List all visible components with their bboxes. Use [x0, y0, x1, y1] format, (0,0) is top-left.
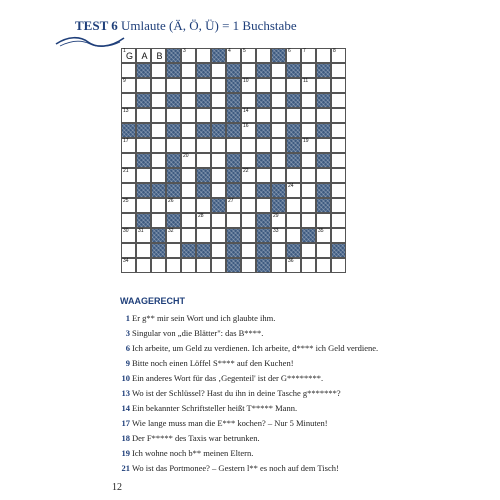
cell-number: 34 [123, 258, 129, 264]
grid-cell[interactable] [226, 213, 241, 228]
grid-cell[interactable] [196, 228, 211, 243]
grid-cell[interactable] [166, 138, 181, 153]
clue-number: 3 [125, 328, 130, 338]
grid-cell-black [256, 63, 271, 78]
grid-cell-black [196, 183, 211, 198]
cell-number: 1 [123, 48, 126, 54]
grid-cell[interactable] [316, 213, 331, 228]
grid-cell[interactable] [196, 258, 211, 273]
cell-number: 22 [243, 168, 249, 174]
grid-cell[interactable] [181, 108, 196, 123]
grid-cell[interactable] [286, 228, 301, 243]
grid-cell[interactable] [166, 78, 181, 93]
grid-cell[interactable] [241, 78, 256, 93]
grid-cell[interactable] [196, 213, 211, 228]
grid-cell-black [166, 153, 181, 168]
grid-cell[interactable] [136, 243, 151, 258]
grid-cell[interactable] [301, 63, 316, 78]
grid-cell-black [151, 183, 166, 198]
grid-cell[interactable] [241, 153, 256, 168]
grid-cell[interactable] [211, 153, 226, 168]
grid-cell[interactable] [181, 78, 196, 93]
grid-cell[interactable] [316, 138, 331, 153]
grid-cell[interactable] [241, 213, 256, 228]
clue-text: Ich wohne noch b** meinen Eltern. [132, 448, 254, 458]
grid-cell[interactable] [301, 243, 316, 258]
grid-cell[interactable] [121, 78, 136, 93]
grid-cell[interactable] [271, 138, 286, 153]
cell-number: 20 [183, 153, 189, 159]
cell-number: 3 [183, 48, 186, 54]
grid-cell[interactable] [136, 48, 151, 63]
grid-cell[interactable] [211, 228, 226, 243]
test-label: TEST 6 [75, 18, 118, 33]
grid-cell[interactable] [241, 168, 256, 183]
clue-item [120, 448, 420, 459]
grid-cell-black [196, 243, 211, 258]
grid-cell-black [256, 183, 271, 198]
grid-cell-black [316, 63, 331, 78]
clue-text: Er g** mir sein Wort und ich glaubte ihm. [132, 313, 276, 323]
grid-cell[interactable] [166, 108, 181, 123]
grid-cell[interactable] [181, 138, 196, 153]
grid-cell[interactable] [136, 198, 151, 213]
grid-cell[interactable] [316, 48, 331, 63]
grid-cell[interactable] [151, 153, 166, 168]
grid-cell[interactable] [301, 183, 316, 198]
grid-cell-black [226, 123, 241, 138]
grid-cell[interactable] [121, 108, 136, 123]
grid-cell[interactable] [151, 168, 166, 183]
grid-cell[interactable] [181, 168, 196, 183]
grid-cell[interactable] [271, 213, 286, 228]
grid-cell[interactable] [226, 138, 241, 153]
clue-list [120, 313, 420, 478]
grid-cell-black [181, 243, 196, 258]
grid-cell[interactable] [241, 228, 256, 243]
grid-cell[interactable] [301, 93, 316, 108]
grid-cell[interactable] [151, 108, 166, 123]
grid-cell-black [136, 123, 151, 138]
grid-cell[interactable] [196, 48, 211, 63]
cell-number: 8 [333, 48, 336, 54]
grid-cell[interactable] [211, 138, 226, 153]
grid-cell-black [316, 123, 331, 138]
cell-number: 21 [123, 168, 129, 174]
grid-cell-black [256, 243, 271, 258]
grid-cell[interactable] [301, 198, 316, 213]
grid-cell[interactable] [211, 258, 226, 273]
grid-cell[interactable] [331, 138, 346, 153]
grid-cell-black [286, 243, 301, 258]
grid-cell[interactable] [301, 213, 316, 228]
grid-cell[interactable] [166, 243, 181, 258]
clue-item [120, 343, 420, 354]
grid-cell[interactable] [226, 48, 241, 63]
grid-cell[interactable] [286, 183, 301, 198]
grid-cell-black [226, 258, 241, 273]
clue-item [120, 388, 420, 399]
test-title: Umlaute (Ä, Ö, Ü) = 1 Buchstabe [121, 18, 297, 33]
grid-cell-black [211, 198, 226, 213]
grid-cell[interactable] [181, 63, 196, 78]
grid-cell[interactable] [331, 213, 346, 228]
grid-cell[interactable] [241, 48, 256, 63]
grid-cell[interactable] [181, 198, 196, 213]
grid-cell[interactable] [211, 63, 226, 78]
cell-number: 27 [228, 198, 234, 204]
grid-cell-black [226, 108, 241, 123]
grid-cell-black [166, 48, 181, 63]
grid-cell-black [211, 48, 226, 63]
cell-number: 17 [123, 138, 129, 144]
grid-cell[interactable] [271, 228, 286, 243]
grid-cell-black [331, 243, 346, 258]
grid-cell[interactable] [166, 228, 181, 243]
grid-cell-black [196, 93, 211, 108]
cell-number: 7 [303, 48, 306, 54]
grid-cell[interactable] [271, 63, 286, 78]
cell-number: 24 [288, 183, 294, 189]
grid-cell-black [166, 183, 181, 198]
grid-cell[interactable] [181, 93, 196, 108]
grid-cell[interactable] [136, 138, 151, 153]
grid-cell[interactable] [271, 243, 286, 258]
grid-cell[interactable] [181, 228, 196, 243]
grid-cell[interactable] [166, 198, 181, 213]
clue-text: Ein anderes Wort für das ‚Gegenteil' ist der G********. [132, 373, 324, 383]
clue-text: Wo ist der Schlüssel? Hast du ihn in deine Tasche g*******? [132, 388, 341, 398]
grid-cell[interactable] [151, 78, 166, 93]
clue-number: 17 [121, 418, 130, 428]
grid-cell[interactable] [151, 123, 166, 138]
cell-number: 16 [243, 123, 249, 129]
grid-cell[interactable] [121, 258, 136, 273]
clue-number: 10 [121, 373, 130, 383]
grid-cell[interactable] [151, 213, 166, 228]
cell-number: 5 [243, 48, 246, 54]
clue-item [120, 328, 420, 339]
cell-number: 33 [273, 228, 279, 234]
cell-letter: A [141, 51, 148, 61]
cell-number: 10 [243, 78, 249, 84]
grid-cell-black [301, 228, 316, 243]
grid-cell[interactable] [301, 78, 316, 93]
clue-number: 6 [125, 343, 130, 353]
grid-cell[interactable] [301, 123, 316, 138]
grid-cell-black [226, 168, 241, 183]
grid-cell[interactable] [241, 258, 256, 273]
grid-cell[interactable] [211, 243, 226, 258]
grid-cell-black [226, 93, 241, 108]
grid-cell[interactable] [256, 78, 271, 93]
grid-cell[interactable] [331, 63, 346, 78]
grid-cell[interactable] [286, 78, 301, 93]
grid-cell-black [256, 123, 271, 138]
grid-cell[interactable] [166, 258, 181, 273]
grid-cell[interactable] [226, 198, 241, 213]
grid-cell[interactable] [256, 108, 271, 123]
cell-letter: B [156, 51, 163, 61]
clue-text: Wo ist das Portmonee? – Gestern l** es noch auf dem Tisch! [132, 463, 339, 473]
grid-cell[interactable] [241, 63, 256, 78]
grid-cell-black [256, 228, 271, 243]
grid-cell[interactable] [211, 78, 226, 93]
clue-text: Singular von „die Blätter": das B****. [132, 328, 264, 338]
grid-cell[interactable] [286, 198, 301, 213]
grid-cell[interactable] [286, 258, 301, 273]
clue-item [120, 463, 420, 474]
grid-cell[interactable] [211, 93, 226, 108]
clue-text: Ich arbeite, um Geld zu verdienen. Ich arbeite, d**** ich Geld verdiene. [132, 343, 379, 353]
grid-cell[interactable] [241, 198, 256, 213]
grid-cell-black [136, 93, 151, 108]
cell-number: 28 [198, 213, 204, 219]
grid-cell-black [256, 258, 271, 273]
clue-item [120, 433, 420, 444]
grid-cell[interactable] [121, 198, 136, 213]
grid-cell[interactable] [286, 213, 301, 228]
grid-cell[interactable] [331, 78, 346, 93]
grid-cell[interactable] [316, 243, 331, 258]
grid-cell[interactable] [271, 258, 286, 273]
grid-cell[interactable] [151, 63, 166, 78]
clue-item [120, 418, 420, 429]
grid-cell[interactable] [301, 168, 316, 183]
cell-number: 30 [123, 228, 129, 234]
grid-cell[interactable] [331, 93, 346, 108]
grid-cell-black [166, 93, 181, 108]
grid-cell-black [316, 198, 331, 213]
grid-cell-black [226, 243, 241, 258]
grid-cell[interactable] [121, 93, 136, 108]
grid-cell[interactable] [196, 108, 211, 123]
grid-cell-black [166, 63, 181, 78]
grid-cell[interactable] [301, 258, 316, 273]
grid-cell-black [211, 123, 226, 138]
grid-cell[interactable] [256, 168, 271, 183]
clue-text: Ein bekannter Schriftsteller heißt T***** Mann. [132, 403, 298, 413]
grid-cell-black [226, 63, 241, 78]
grid-cell[interactable] [331, 198, 346, 213]
cell-number: 31 [138, 228, 144, 234]
grid-cell[interactable] [271, 93, 286, 108]
cell-number: 35 [318, 228, 324, 234]
grid-cell[interactable] [286, 168, 301, 183]
grid-cell-black [136, 63, 151, 78]
grid-cell[interactable] [331, 228, 346, 243]
clue-number: 9 [125, 358, 130, 368]
grid-cell[interactable] [181, 183, 196, 198]
clue-item [120, 313, 420, 324]
grid-cell[interactable] [316, 78, 331, 93]
cell-number: 4 [228, 48, 231, 54]
grid-cell[interactable] [331, 168, 346, 183]
grid-cell[interactable] [271, 108, 286, 123]
clue-number: 1 [125, 313, 130, 323]
grid-cell[interactable] [211, 183, 226, 198]
grid-cell-black [316, 153, 331, 168]
grid-cell-black [286, 123, 301, 138]
grid-cell[interactable] [241, 108, 256, 123]
clue-number: 14 [121, 403, 130, 413]
grid-cell[interactable] [331, 108, 346, 123]
cell-number: 29 [273, 213, 279, 219]
grid-cell[interactable] [241, 93, 256, 108]
grid-cell[interactable] [136, 228, 151, 243]
grid-cell[interactable] [181, 153, 196, 168]
clue-item [120, 403, 420, 414]
grid-cell[interactable] [196, 198, 211, 213]
grid-cell[interactable] [121, 243, 136, 258]
grid-cell-black [226, 78, 241, 93]
grid-cell-black [136, 153, 151, 168]
grid-cell[interactable] [286, 108, 301, 123]
grid-cell[interactable] [301, 48, 316, 63]
grid-cell-black [166, 168, 181, 183]
grid-cell[interactable] [136, 108, 151, 123]
grid-cell[interactable] [316, 258, 331, 273]
grid-cell[interactable] [271, 168, 286, 183]
clue-number: 19 [121, 448, 130, 458]
grid-cell[interactable] [121, 153, 136, 168]
grid-cell[interactable] [121, 48, 136, 63]
grid-cell-black [256, 153, 271, 168]
clue-text: Bitte noch einen Löffel S**** auf den Kuchen! [132, 358, 294, 368]
grid-cell[interactable] [241, 243, 256, 258]
grid-cell[interactable] [121, 63, 136, 78]
grid-cell[interactable] [301, 153, 316, 168]
cell-letter: G [125, 51, 133, 61]
cell-number: 36 [288, 258, 294, 264]
grid-cell[interactable] [196, 138, 211, 153]
grid-cell[interactable] [316, 228, 331, 243]
grid-cell[interactable] [151, 138, 166, 153]
page-header [75, 18, 297, 34]
grid-cell[interactable] [316, 108, 331, 123]
grid-cell[interactable] [331, 123, 346, 138]
grid-cell-black [166, 123, 181, 138]
grid-cell[interactable] [196, 78, 211, 93]
cell-number: 13 [123, 108, 129, 114]
cell-number: 32 [168, 228, 174, 234]
page-number: 12 [112, 482, 122, 493]
grid-cell[interactable] [181, 213, 196, 228]
grid-cell-black [286, 63, 301, 78]
grid-cell[interactable] [151, 48, 166, 63]
grid-cell-black [166, 213, 181, 228]
grid-cell-black [316, 183, 331, 198]
clue-number: 18 [121, 433, 130, 443]
clue-number: 13 [121, 388, 130, 398]
grid-cell[interactable] [331, 48, 346, 63]
grid-cell[interactable] [301, 108, 316, 123]
grid-cell[interactable] [316, 168, 331, 183]
clue-item [120, 373, 420, 384]
grid-cell[interactable] [136, 168, 151, 183]
grid-cell[interactable] [121, 228, 136, 243]
grid-cell[interactable] [181, 258, 196, 273]
grid-cell-black [286, 153, 301, 168]
cell-number: 9 [123, 78, 126, 84]
grid-cell[interactable] [151, 198, 166, 213]
grid-cell[interactable] [181, 48, 196, 63]
grid-cell-black [316, 93, 331, 108]
grid-cell[interactable] [271, 78, 286, 93]
clue-text: Wie lange muss man die E*** kochen? – Nur 5 Minuten! [132, 418, 328, 428]
grid-cell-black [286, 93, 301, 108]
grid-cell-black [226, 153, 241, 168]
grid-cell[interactable] [241, 138, 256, 153]
cell-number: 19 [303, 138, 309, 144]
grid-cell-black [151, 243, 166, 258]
grid-cell-black [196, 168, 211, 183]
grid-cell[interactable] [256, 48, 271, 63]
grid-cell-black [226, 228, 241, 243]
grid-cell-black [271, 198, 286, 213]
grid-cell-black [136, 213, 151, 228]
grid-cell-black [256, 93, 271, 108]
grid-cell[interactable] [121, 213, 136, 228]
grid-cell[interactable] [241, 123, 256, 138]
grid-cell-black [151, 228, 166, 243]
cell-number: 26 [168, 198, 174, 204]
grid-cell[interactable] [241, 183, 256, 198]
cell-number: 11 [303, 78, 309, 84]
clue-number: 21 [121, 463, 130, 473]
grid-cell[interactable] [136, 258, 151, 273]
grid-cell-black [271, 183, 286, 198]
cell-number: 14 [243, 108, 249, 114]
grid-cell[interactable] [271, 153, 286, 168]
grid-cell[interactable] [136, 78, 151, 93]
grid-cell[interactable] [121, 138, 136, 153]
grid-cell[interactable] [256, 198, 271, 213]
grid-cell-black [271, 48, 286, 63]
cell-number: 25 [123, 198, 129, 204]
grid-cell-black [196, 123, 211, 138]
grid-cell-black [226, 183, 241, 198]
grid-cell[interactable] [121, 183, 136, 198]
grid-cell[interactable] [121, 168, 136, 183]
grid-cell[interactable] [286, 48, 301, 63]
grid-cell[interactable] [211, 213, 226, 228]
clue-text: Der F***** des Taxis war betrunken. [132, 433, 260, 443]
grid-cell-black [121, 123, 136, 138]
grid-cell[interactable] [331, 183, 346, 198]
grid-cell[interactable] [256, 138, 271, 153]
clue-item [120, 358, 420, 369]
grid-cell-black [256, 213, 271, 228]
grid-cell[interactable] [301, 138, 316, 153]
grid-cell[interactable] [151, 258, 166, 273]
clues-heading: WAAGERECHT [120, 296, 185, 306]
cell-number: 6 [288, 48, 291, 54]
grid-cell[interactable] [331, 258, 346, 273]
grid-cell-black [286, 138, 301, 153]
grid-cell[interactable] [211, 168, 226, 183]
grid-cell-black [136, 183, 151, 198]
grid-cell[interactable] [271, 123, 286, 138]
grid-cell-black [196, 63, 211, 78]
grid-cell[interactable] [181, 123, 196, 138]
grid-cell[interactable] [151, 93, 166, 108]
grid-cell[interactable] [331, 153, 346, 168]
swirl-decoration-icon [54, 34, 126, 48]
grid-cell[interactable] [196, 153, 211, 168]
grid-cell[interactable] [211, 108, 226, 123]
